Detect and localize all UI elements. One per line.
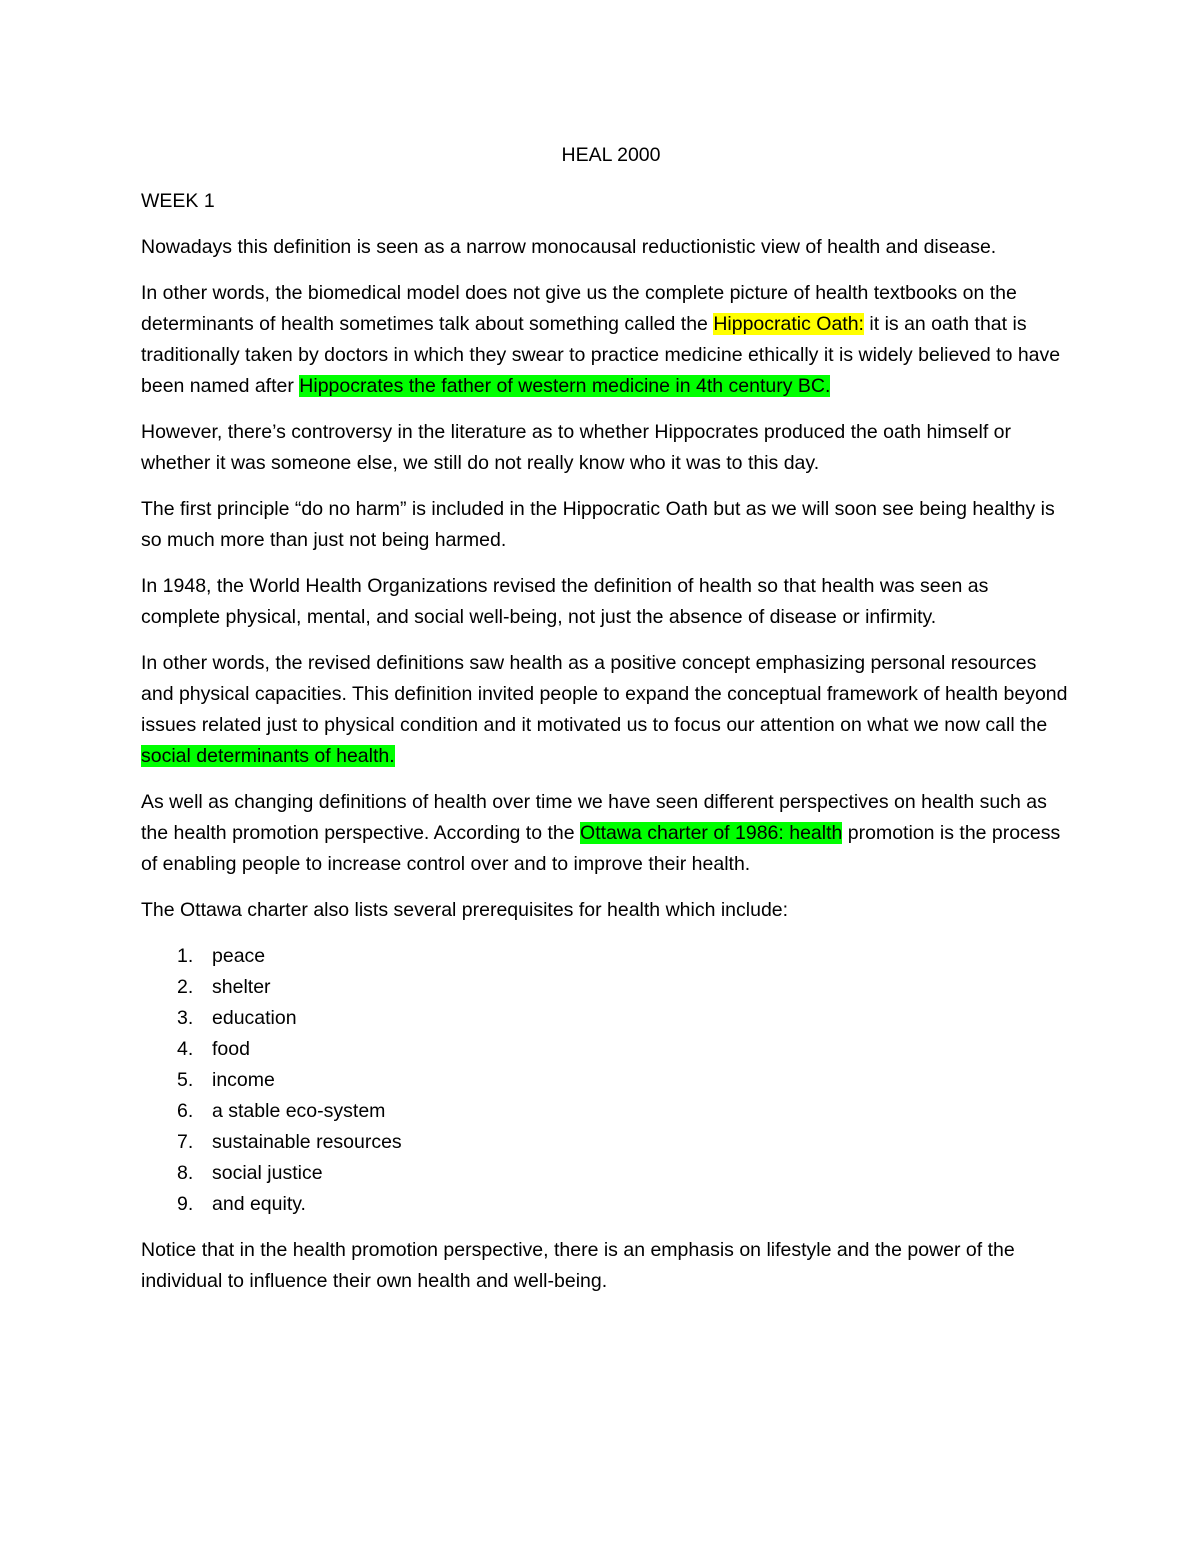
list-item [141,1127,1071,1158]
highlight-social-determinants: social determinants of health. [141,745,395,767]
list-item [141,1096,1071,1127]
paragraph-9: Notice that in the health promotion perspective, there is an emphasis on lifestyle and the power of the individual to influence their own health and well-being. [141,1239,1015,1292]
paragraph-8: The Ottawa charter also lists several prerequisites for health which include: [141,899,789,921]
list-item-number: 5. [177,1069,194,1091]
paragraph-2-text-a: In other words, the biomedical model does not give us the complete picture of health textbooks on the determinants of health sometimes talk about something called the [141,282,1017,335]
list-item-text: education [212,1007,297,1029]
prerequisites-list [141,941,1071,1220]
paragraph-4: The first principle “do no harm” is included in the Hippocratic Oath but as we will soon see being healthy is so much more than just not being harmed. [141,498,1055,551]
list-item-number: 8. [177,1162,194,1184]
list-item [141,1189,1071,1220]
list-item-text: a stable eco-system [212,1100,386,1122]
list-item [141,1065,1071,1096]
paragraph-2-text-b: it is an oath that is traditionally taken by doctors in which they swear to practice medicine ethically it is widely believed to have been named after [141,313,1061,397]
list-item [141,1034,1071,1065]
list-item [141,1158,1071,1189]
list-item-number: 7. [177,1131,194,1153]
paragraph-1: Nowadays this definition is seen as a narrow monocausal reductionistic view of health and disease. [141,236,997,258]
list-item [141,941,1071,972]
highlight-ottawa-charter: Ottawa charter of 1986: health [580,822,843,844]
week-heading: WEEK 1 [141,190,215,212]
list-item-number: 2. [177,976,194,998]
paragraph-7-text-a: As well as changing definitions of health over time we have seen different perspectives on health such as the health promotion perspective. According to the [141,791,1047,844]
list-item-text: food [212,1038,250,1060]
list-item-text: shelter [212,976,271,998]
list-item-number: 3. [177,1007,194,1029]
paragraph-2 [141,278,1071,402]
list-item-text: and equity. [212,1193,306,1215]
highlight-hippocratic-oath: Hippocratic Oath: [713,313,864,335]
list-item [141,1003,1071,1034]
list-item-text: social justice [212,1162,323,1184]
list-item [141,972,1071,1003]
paragraph-7-text-b: promotion is the process of enabling people to increase control over and to improve their health. [141,822,1061,875]
list-item-text: peace [212,945,266,967]
paragraph-5: In 1948, the World Health Organizations revised the definition of health so that health was seen as complete physical, mental, and social well-being, not just the absence of disease or infirmity. [141,575,989,628]
list-item-text: income [212,1069,275,1091]
paragraph-3: However, there’s controversy in the literature as to whether Hippocrates produced the oath himself or whether it was someone else, we still do not really know who it was to this day. [141,421,1012,474]
list-item-number: 4. [177,1038,194,1060]
list-item-number: 9. [177,1193,194,1215]
paragraph-7 [141,787,1071,880]
paragraph-6-text-a: In other words, the revised definitions saw health as a positive concept emphasizing personal resources and physical capacities. This definition invited people to expand the conceptual framework of health beyond issues related just to physical condition and it motivated us to focus our attention on what we now call the [141,652,1068,736]
document-title: HEAL 2000 [561,144,661,166]
paragraph-6 [141,648,1071,772]
document-page [141,140,1071,1312]
list-item-text: sustainable resources [212,1131,402,1153]
list-item-number: 1. [177,945,194,967]
highlight-hippocrates: Hippocrates the father of western medicine in 4th century BC. [299,375,831,397]
list-item-number: 6. [177,1100,194,1122]
